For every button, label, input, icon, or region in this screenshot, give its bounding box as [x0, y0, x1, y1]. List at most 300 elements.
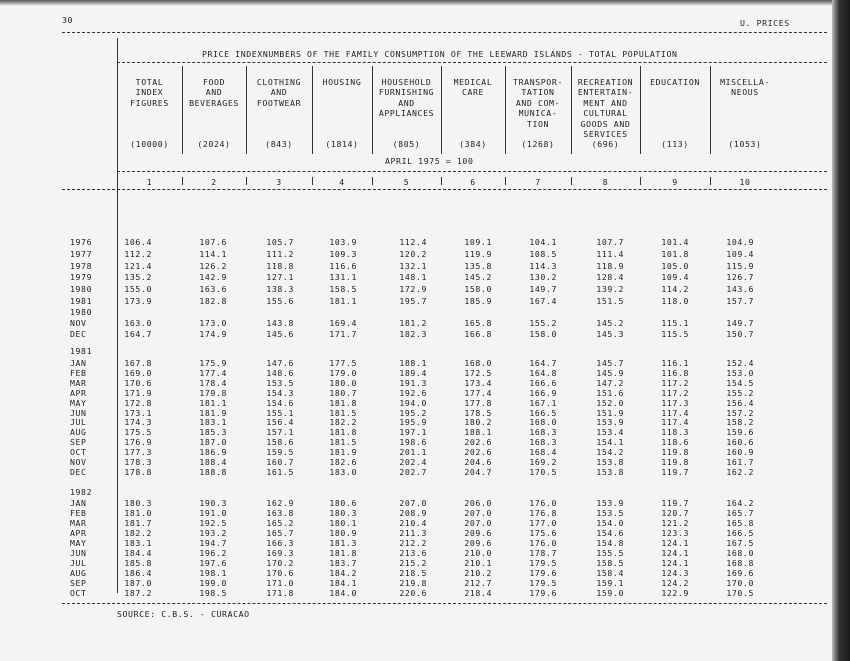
- table-cell: 149.7: [726, 318, 754, 328]
- table-cell: 194.7: [199, 538, 227, 548]
- table-cell: 112.2: [124, 248, 152, 259]
- table-cell: 199.0: [199, 578, 227, 588]
- table-cell: 166.3: [266, 538, 294, 548]
- row-label: AUG: [70, 427, 87, 438]
- table-cell: 171.8: [266, 588, 294, 598]
- table-cell: 202.7: [399, 466, 427, 477]
- table-cell: 122.9: [661, 588, 689, 598]
- table-cell: 151.9: [596, 407, 624, 418]
- table-cell: 210.4: [399, 518, 427, 528]
- column-separator: [640, 66, 641, 154]
- table-cell: 172.9: [399, 284, 427, 295]
- table-cell: 212.2: [399, 538, 427, 548]
- column-header-label: CARE: [461, 87, 485, 98]
- table-cell: 191.3: [399, 377, 427, 388]
- table-cell: 195.7: [399, 296, 427, 306]
- table-cell: 166.6: [529, 377, 557, 388]
- table-cell: 177.8: [464, 397, 492, 408]
- table-cell: 151.5: [596, 296, 624, 306]
- column-separator: [372, 66, 373, 154]
- row-label: JUN: [70, 407, 87, 418]
- table-cell: 166.5: [529, 407, 557, 418]
- table-cell: 139.2: [596, 284, 624, 295]
- table-cell: 158.0: [464, 284, 492, 295]
- table-cell: 209.6: [464, 538, 492, 548]
- table-cell: 180.6: [329, 498, 357, 508]
- table-cell: 181.8: [329, 427, 357, 438]
- table-cell: 211.3: [399, 528, 427, 538]
- table-cell: 192.6: [399, 387, 427, 398]
- table-cell: 119.8: [661, 457, 689, 467]
- table-cell: 160.7: [266, 457, 294, 467]
- column-separator: [640, 177, 641, 185]
- table-cell: 161.7: [726, 457, 754, 467]
- table-cell: 163.8: [266, 508, 294, 518]
- table-cell: 166.9: [529, 387, 557, 398]
- table-cell: 119.7: [661, 498, 689, 508]
- column-number: 9: [672, 177, 678, 187]
- table-cell: 154.6: [266, 397, 294, 408]
- table-cell: 124.3: [661, 568, 689, 578]
- column-header-label: TION: [526, 118, 550, 129]
- column-separator: [312, 66, 313, 154]
- table-cell: 180.3: [124, 498, 152, 508]
- column-weight: (113): [661, 139, 689, 149]
- table-cell: 171.0: [266, 578, 294, 588]
- row-label: DEC: [70, 466, 87, 477]
- table-cell: 188.8: [199, 466, 227, 477]
- table-cell: 176.9: [124, 437, 152, 448]
- column-separator: [372, 177, 373, 185]
- table-cell: 117.4: [661, 417, 689, 428]
- column-header-label: TOTAL: [135, 77, 164, 87]
- column-header-label: INDEX: [135, 87, 164, 98]
- column-separator: [571, 177, 572, 185]
- column-number: 1: [146, 177, 153, 187]
- table-cell: 158.2: [726, 417, 754, 428]
- table-cell: 195.2: [399, 407, 427, 418]
- table-cell: 121.2: [661, 518, 689, 528]
- table-cell: 177.5: [329, 358, 357, 368]
- table-cell: 198.6: [399, 437, 427, 448]
- table-cell: 183.1: [199, 417, 227, 428]
- row-label: 1979: [70, 272, 93, 283]
- row-label: 1978: [70, 260, 93, 271]
- source-note: SOURCE: C.B.S. - CURACAO: [117, 609, 250, 619]
- table-cell: 212.7: [464, 578, 492, 588]
- table-cell: 184.2: [329, 568, 357, 578]
- table-cell: 143.6: [726, 284, 754, 295]
- table-cell: 180.7: [329, 387, 357, 398]
- table-cell: 186.4: [124, 568, 152, 578]
- table-cell: 184.0: [329, 588, 357, 598]
- table-cell: 164.2: [726, 498, 754, 508]
- column-weight: (2024): [197, 139, 231, 149]
- table-cell: 169.3: [266, 548, 294, 558]
- column-header-label: EDUCATION: [650, 77, 700, 87]
- table-cell: 176.8: [529, 508, 557, 518]
- table-cell: 111.4: [596, 248, 624, 259]
- table-cell: 157.2: [726, 407, 754, 418]
- table-cell: 207.0: [464, 518, 492, 528]
- table-cell: 135.2: [124, 272, 152, 283]
- table-cell: 118.6: [661, 437, 689, 448]
- table-cell: 153.4: [596, 427, 624, 438]
- column-separator: [441, 66, 442, 154]
- table-cell: 157.7: [726, 296, 754, 306]
- table-cell: 145.7: [596, 358, 624, 368]
- scan-shadow: [0, 0, 850, 6]
- table-cell: 117.2: [661, 377, 689, 388]
- table-cell: 155.0: [124, 284, 152, 295]
- table-cell: 182.2: [329, 417, 357, 428]
- row-label: 1980: [70, 284, 93, 295]
- table-cell: 109.4: [661, 272, 689, 283]
- divider: [62, 603, 827, 604]
- row-label: JUL: [70, 417, 87, 428]
- table-cell: 159.0: [596, 588, 624, 598]
- table-cell: 185.3: [199, 427, 227, 438]
- table-cell: 116.1: [661, 358, 689, 368]
- table-cell: 170.5: [726, 588, 754, 598]
- table-cell: 160.6: [726, 437, 754, 448]
- table-cell: 164.8: [529, 367, 557, 378]
- table-cell: 206.0: [464, 498, 492, 508]
- table-cell: 124.1: [661, 538, 689, 548]
- table-cell: 148.1: [399, 272, 427, 283]
- table-cell: 118.3: [661, 427, 689, 438]
- table-cell: 153.9: [596, 417, 624, 428]
- table-cell: 183.1: [124, 538, 152, 548]
- table-cell: 175.9: [199, 358, 227, 368]
- table-cell: 154.5: [726, 377, 754, 388]
- table-cell: 182.8: [199, 296, 227, 306]
- column-separator: [710, 66, 711, 154]
- table-cell: 142.9: [199, 272, 227, 283]
- table-cell: 103.9: [329, 237, 357, 247]
- table-cell: 116.6: [329, 260, 357, 271]
- table-cell: 124.1: [661, 548, 689, 558]
- table-cell: 210.0: [464, 548, 492, 558]
- table-cell: 183.0: [329, 466, 357, 477]
- table-cell: 162.9: [266, 498, 294, 508]
- column-number: 7: [535, 177, 541, 187]
- table-cell: 190.3: [199, 498, 227, 508]
- table-cell: 157.1: [266, 427, 294, 438]
- table-cell: 114.3: [529, 260, 557, 271]
- table-cell: 168.0: [529, 417, 557, 428]
- table-cell: 154.8: [596, 538, 624, 548]
- table-cell: 179.5: [529, 578, 557, 588]
- table-cell: 167.5: [726, 538, 754, 548]
- table-cell: 153.9: [596, 498, 624, 508]
- table-cell: 167.1: [529, 397, 557, 408]
- table-cell: 159.1: [596, 578, 624, 588]
- table-cell: 117.2: [661, 387, 689, 398]
- table-cell: 159.6: [726, 427, 754, 438]
- table-cell: 119.7: [661, 466, 689, 477]
- table-cell: 174.3: [124, 417, 152, 428]
- table-cell: 181.1: [199, 397, 227, 408]
- table-cell: 220.6: [399, 588, 427, 598]
- table-cell: 155.2: [726, 387, 754, 398]
- table-title: PRICE INDEXNUMBERS OF THE FAMILY CONSUMPTION OF THE LEEWARD ISLANDS - TOTAL POPULATION: [202, 49, 678, 59]
- table-cell: 145.9: [596, 367, 624, 378]
- table-cell: 118.8: [266, 260, 294, 271]
- column-weight: (384): [459, 139, 487, 149]
- book-spine: [832, 0, 850, 661]
- table-cell: 154.6: [596, 528, 624, 538]
- table-cell: 153.5: [266, 377, 294, 388]
- table-cell: 195.9: [399, 417, 427, 428]
- table-cell: 176.0: [529, 498, 557, 508]
- table-cell: 179.5: [529, 558, 557, 568]
- table-cell: 158.4: [596, 568, 624, 578]
- table-cell: 126.2: [199, 260, 227, 271]
- table-cell: 119.8: [661, 447, 689, 458]
- table-cell: 170.0: [726, 578, 754, 588]
- table-cell: 197.1: [399, 427, 427, 438]
- row-label: JUN: [70, 548, 87, 558]
- table-cell: 155.5: [596, 548, 624, 558]
- table-cell: 155.2: [529, 318, 557, 328]
- table-cell: 123.3: [661, 528, 689, 538]
- table-cell: 173.4: [464, 377, 492, 388]
- table-cell: 177.4: [199, 367, 227, 378]
- table-cell: 166.5: [726, 528, 754, 538]
- table-cell: 156.4: [266, 417, 294, 428]
- table-cell: 130.2: [529, 272, 557, 283]
- table-cell: 104.9: [726, 237, 754, 247]
- table-cell: 145.2: [464, 272, 492, 283]
- column-header-label: SERVICES: [583, 129, 628, 139]
- table-cell: 145.3: [596, 329, 624, 339]
- table-cell: 118.9: [596, 260, 624, 271]
- table-cell: 187.2: [124, 588, 152, 598]
- table-cell: 182.3: [399, 329, 427, 339]
- table-cell: 118.0: [661, 296, 689, 306]
- table-cell: 105.7: [266, 237, 294, 247]
- table-cell: 194.0: [399, 397, 427, 408]
- column-header-label: BEVERAGES: [189, 97, 239, 108]
- table-cell: 178.7: [529, 548, 557, 558]
- column-header-label: AND: [398, 97, 415, 108]
- table-cell: 182.2: [124, 528, 152, 538]
- table-cell: 197.6: [199, 558, 227, 568]
- table-cell: 114.1: [199, 248, 227, 259]
- table-cell: 180.2: [464, 417, 492, 428]
- table-cell: 116.8: [661, 367, 689, 378]
- table-cell: 184.4: [124, 548, 152, 558]
- table-cell: 166.8: [464, 329, 492, 339]
- table-cell: 196.2: [199, 548, 227, 558]
- column-weight: (696): [591, 139, 620, 149]
- table-cell: 168.3: [529, 437, 557, 448]
- table-cell: 101.4: [661, 237, 689, 247]
- column-separator: [182, 66, 183, 154]
- row-label: APR: [70, 528, 87, 538]
- table-cell: 114.2: [661, 284, 689, 295]
- table-cell: 181.9: [329, 447, 357, 458]
- column-number: 5: [403, 177, 410, 187]
- column-header-label: FOOTWEAR: [256, 97, 302, 108]
- table-cell: 158.6: [266, 437, 294, 448]
- table-cell: 189.4: [399, 367, 427, 378]
- table-cell: 176.0: [529, 538, 557, 548]
- table-cell: 147.6: [266, 358, 294, 368]
- row-label: MAY: [70, 397, 87, 408]
- table-cell: 128.4: [596, 272, 624, 283]
- row-label: APR: [70, 387, 87, 398]
- table-cell: 175.5: [124, 427, 152, 438]
- table-cell: 145.6: [266, 329, 294, 339]
- column-separator: [571, 66, 572, 154]
- table-cell: 120.7: [661, 508, 689, 518]
- table-cell: 173.9: [124, 296, 152, 306]
- table-cell: 104.1: [529, 237, 557, 247]
- table-cell: 188.1: [399, 358, 427, 368]
- column-separator: [246, 177, 247, 185]
- table-cell: 178.5: [464, 407, 492, 418]
- table-cell: 109.1: [464, 237, 492, 247]
- table-cell: 181.5: [329, 407, 357, 418]
- table-cell: 148.6: [266, 367, 294, 378]
- column-separator: [505, 177, 506, 185]
- table-cell: 169.4: [329, 318, 357, 328]
- group-heading: 1980: [70, 307, 93, 317]
- table-cell: 215.2: [399, 558, 427, 568]
- table-cell: 185.8: [124, 558, 152, 568]
- table-cell: 198.5: [199, 588, 227, 598]
- table-cell: 164.7: [529, 358, 557, 368]
- table-cell: 188.1: [464, 427, 492, 438]
- table-cell: 182.6: [329, 457, 357, 467]
- table-cell: 111.2: [266, 248, 294, 259]
- table-cell: 151.6: [596, 387, 624, 398]
- table-cell: 180.0: [329, 377, 357, 388]
- table-cell: 115.5: [661, 329, 689, 339]
- row-label: MAR: [70, 518, 87, 528]
- table-cell: 181.7: [124, 518, 152, 528]
- table-cell: 159.5: [266, 447, 294, 458]
- row-label: 1981: [70, 296, 93, 306]
- table-cell: 180.9: [329, 528, 357, 538]
- table-cell: 204.6: [464, 457, 492, 467]
- table-cell: 155.6: [266, 296, 294, 306]
- table-cell: 179.6: [529, 588, 557, 598]
- column-separator: [312, 177, 313, 185]
- divider: [117, 62, 827, 63]
- table-cell: 179.8: [199, 387, 227, 398]
- table-cell: 165.8: [464, 318, 492, 328]
- table-cell: 188.4: [199, 457, 227, 467]
- column-header-label: GOODS AND: [580, 118, 631, 129]
- table-cell: 168.8: [726, 558, 754, 568]
- table-cell: 169.2: [529, 457, 557, 467]
- column-header-label: FIGURES: [130, 97, 169, 108]
- row-label: SEP: [70, 437, 87, 448]
- table-cell: 164.7: [124, 329, 152, 339]
- table-cell: 153.8: [596, 466, 624, 477]
- table-cell: 178.4: [199, 377, 227, 388]
- column-header-label: CLOTHING: [256, 77, 302, 87]
- column-separator: [505, 66, 506, 154]
- table-cell: 187.0: [124, 578, 152, 588]
- group-heading: 1981: [70, 346, 93, 356]
- table-cell: 172.5: [464, 367, 492, 378]
- column-weight: (1268): [521, 139, 555, 149]
- table-cell: 156.4: [726, 397, 754, 408]
- table-cell: 213.6: [399, 548, 427, 558]
- column-header-label: FURNISHING: [378, 87, 435, 98]
- column-header-label: ENTERTAIN-: [577, 87, 634, 98]
- base-period: APRIL 1975 = 100: [385, 156, 474, 166]
- column-header-label: TATION: [521, 87, 555, 98]
- row-label: JUL: [70, 558, 87, 568]
- table-cell: 105.0: [661, 260, 689, 271]
- group-heading: 1982: [70, 487, 93, 497]
- table-cell: 152.4: [726, 358, 754, 368]
- column-weight: (843): [265, 139, 293, 149]
- row-label: FEB: [70, 367, 87, 378]
- row-label: 1976: [70, 237, 93, 247]
- table-cell: 208.9: [399, 508, 427, 518]
- column-weight: (805): [392, 139, 421, 149]
- table-cell: 183.7: [329, 558, 357, 568]
- column-header-label: MEDICAL: [453, 77, 493, 87]
- table-cell: 154.0: [596, 518, 624, 528]
- table-cell: 218.5: [399, 568, 427, 578]
- table-cell: 207.0: [464, 508, 492, 518]
- table-cell: 145.2: [596, 318, 624, 328]
- table-cell: 167.8: [124, 358, 152, 368]
- table-cell: 210.1: [464, 558, 492, 568]
- table-cell: 108.5: [529, 248, 557, 259]
- table-cell: 158.5: [596, 558, 624, 568]
- table-cell: 174.9: [199, 329, 227, 339]
- column-header-label: AND: [205, 87, 223, 98]
- table-cell: 121.4: [124, 260, 152, 271]
- table-cell: 115.9: [726, 260, 754, 271]
- table-cell: 109.4: [726, 248, 754, 259]
- table-cell: 109.3: [329, 248, 357, 259]
- table-cell: 178.8: [124, 466, 152, 477]
- table-cell: 107.6: [199, 237, 227, 247]
- table-cell: 138.3: [266, 284, 294, 295]
- table-cell: 120.2: [399, 248, 427, 259]
- table-cell: 158.0: [529, 329, 557, 339]
- row-label: JAN: [70, 358, 87, 368]
- column-header-label: AND: [270, 87, 288, 98]
- column-header-label: FOOD: [202, 77, 226, 87]
- table-cell: 181.1: [329, 296, 357, 306]
- column-header-label: MISCELLA-: [720, 77, 770, 87]
- table-cell: 177.0: [529, 518, 557, 528]
- row-label: SEP: [70, 578, 87, 588]
- table-cell: 152.0: [596, 397, 624, 408]
- column-header-label: TRANSPOR-: [513, 77, 563, 87]
- table-cell: 218.4: [464, 588, 492, 598]
- section-title: U. PRICES: [740, 18, 790, 28]
- column-header-label: RECREATION: [577, 77, 634, 87]
- table-cell: 155.1: [266, 407, 294, 418]
- table-cell: 169.6: [726, 568, 754, 578]
- table-cell: 161.5: [266, 466, 294, 477]
- table-cell: 101.8: [661, 248, 689, 259]
- table-cell: 202.6: [464, 437, 492, 448]
- table-cell: 163.0: [124, 318, 152, 328]
- column-number: 4: [339, 177, 345, 187]
